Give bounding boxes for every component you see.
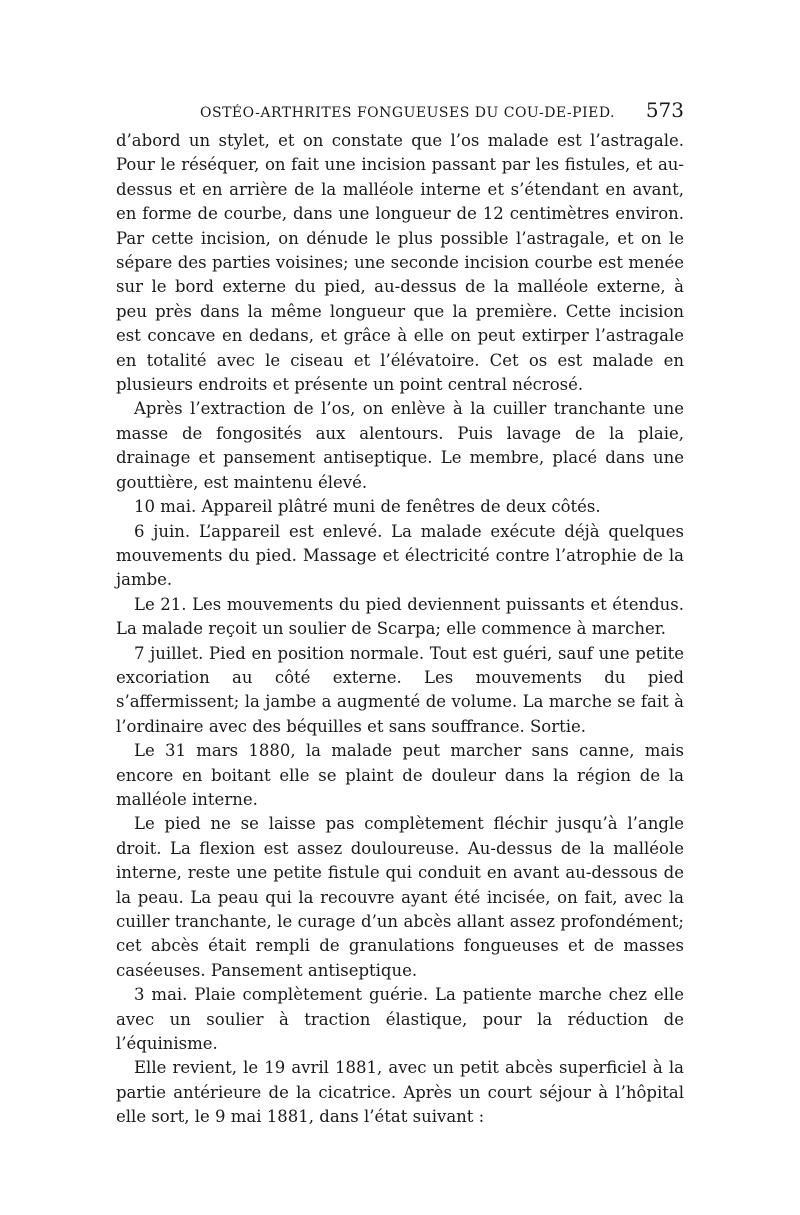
paragraph: d’abord un stylet, et on constate que l’os malade est l’astragale. Pour le réséquer, on fait une incision passant par les fistules, et au-dessus et en arrière de la malléole interne et s’étendant en avant, en forme de courbe, dans une longueur de 12 centimètres environ. Par cette incision, on dénude le plus possible l’astragale, et on le sépare des parties voisines; une seconde incision courbe est menée sur le bord externe du pied, au-dessus de la malléole externe, à peu près dans la même longueur que la première. Cette incision est concave en dedans, et grâce à elle on peut extirper l’astragale en totalité avec le ciseau et l’élévatoire. Cet os est malade en plusieurs endroits et présente un point central nécrosé.	[116, 131, 684, 395]
paragraph: 7 juillet. Pied en position normale. Tout est guéri, sauf une petite excoriation au côté externe. Les mouvements du pied s’affermissent; la jambe a augmenté de volume. La marche se fait à l’ordinaire avec des béquilles et sans souffrance. Sortie.	[116, 643, 684, 736]
paragraph: Elle revient, le 19 avril 1881, avec un petit abcès superficiel à la partie antérieure de la cicatrice. Après un court séjour à l’hôpital elle sort, le 9 mai 1881, dans l’état suivant :	[116, 1058, 684, 1127]
running-title: OSTÉO-ARTHRITES FONGUEUSES DU COU-DE-PIED.	[200, 105, 615, 121]
paragraph: Le pied ne se laisse pas complètement fléchir jusqu’à l’angle droit. La flexion est assez douloureuse. Au-dessus de la malléole interne, reste une petite fistule qui conduit en avant au-dessous de la peau. La peau qui la recouvre ayant été incisée, on fait, avec la cuiller tranchante, le curage d’un abcès allant assez profondément; cet abcès était rempli de granulations fongueuses et de masses caséeuses. Pansement antiseptique.	[116, 814, 684, 980]
paragraph: Le 31 mars 1880, la malade peut marcher sans canne, mais encore en boitant elle se plaint de douleur dans la région de la malléole interne.	[116, 741, 684, 809]
paragraph: Le 21. Les mouvements du pied deviennent puissants et étendus. La malade reçoit un soulier de Scarpa; elle commence à marcher.	[116, 594, 684, 639]
paragraph: 10 mai. Appareil plâtré muni de fenêtres de deux côtés.	[134, 497, 601, 517]
paragraph: 6 juin. L’appareil est enlevé. La malade exécute déjà quelques mouvements du pied. Massage et électricité contre l’atrophie de la jambe.	[116, 521, 684, 590]
page-header	[116, 98, 684, 124]
paragraph: Après l’extraction de l’os, on enlève à la cuiller tranchante une masse de fongosités aux alentours. Puis lavage de la plaie, drainage et pansement antiseptique. Le membre, placé dans une gouttière, est maintenu élevé.	[116, 399, 684, 492]
page-number: 573	[645, 98, 684, 122]
body-text	[116, 129, 684, 1130]
paragraph: 3 mai. Plaie complètement guérie. La patiente marche chez elle avec un soulier à traction élastique, pour la réduction de l’équinisme.	[116, 985, 684, 1054]
